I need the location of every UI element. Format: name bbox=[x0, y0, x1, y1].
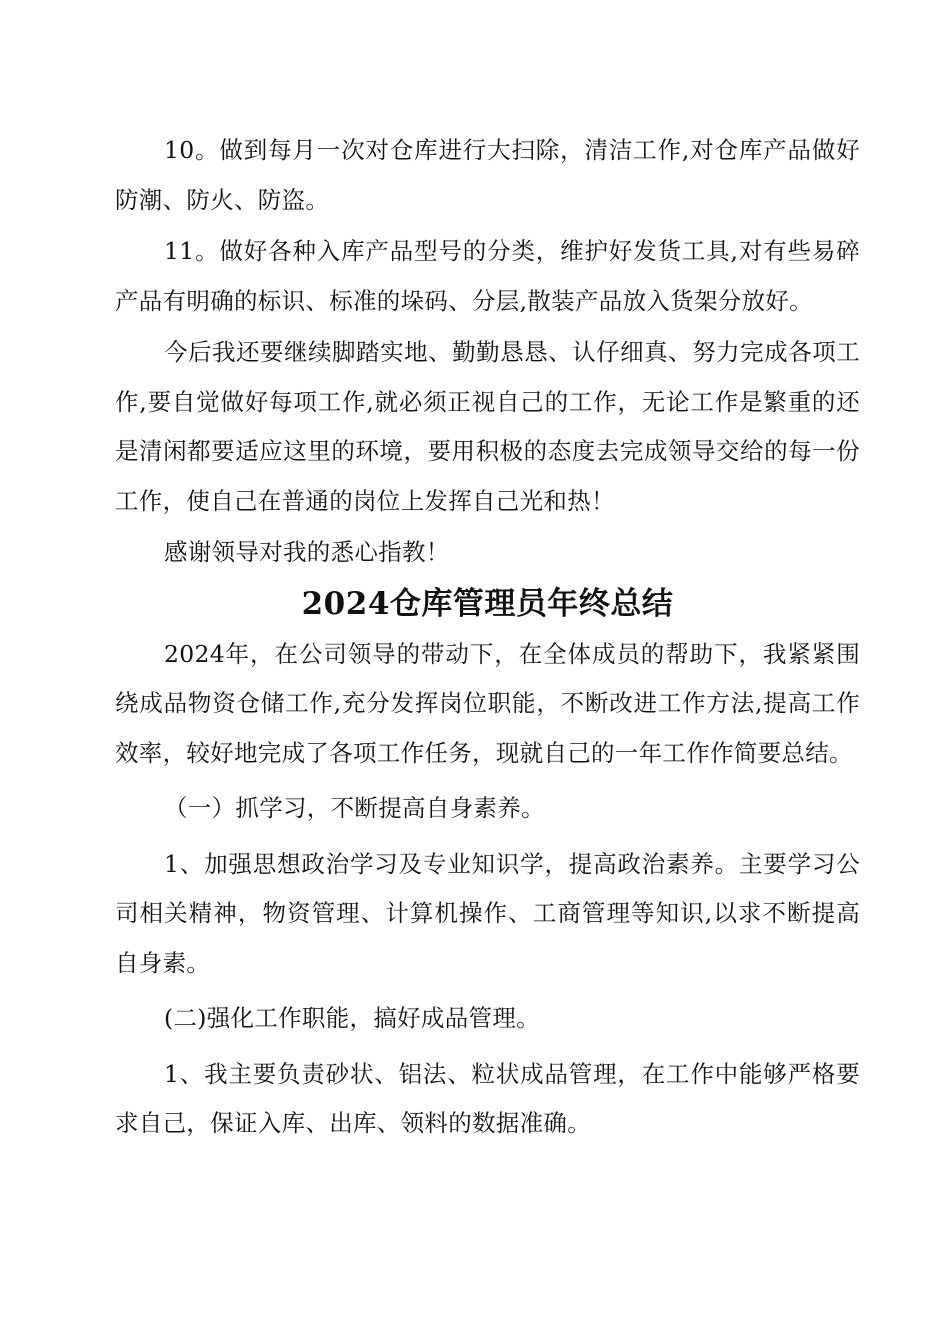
paragraph-intro: 2024年，在公司领导的带动下，在全体成员的帮助下，我紧紧围绕成品物资仓储工作,充分发挥岗位职能，不断改进工作方法,提高工作效率，较好地完成了各项工作任务，现就自己的一年工作作简要总结。 bbox=[115, 639, 860, 767]
paragraph-management-1: 1、我主要负责砂状、铝法、粒状成品管理，在工作中能够严格要求自己，保证入库、出库、领料的数据准确。 bbox=[115, 1059, 860, 1137]
document-body bbox=[115, 126, 860, 1149]
document-title: 2024仓库管理员年终总结 bbox=[301, 585, 674, 622]
paragraph-thanks: 感谢领导对我的悉心指教！ bbox=[164, 538, 450, 566]
paragraph-item-11: 11。做好各种入库产品型号的分类，维护好发货工具,对有些易碎产品有明确的标识、标准的垛码、分层,散装产品放入货架分放好。 bbox=[115, 237, 860, 315]
paragraph-study-1: 1、加强思想政治学习及专业知识学，提高政治素养。主要学习公司相关精神，物资管理、计算机操作、工商管理等知识,以求不断提高自身素。 bbox=[115, 849, 860, 977]
section-heading-management: (二)强化工作职能，搞好成品管理。 bbox=[164, 1004, 540, 1032]
paragraph-future-plans: 今后我还要继续脚踏实地、勤勤恳恳、认仔细真、努力完成各项工作,要自觉做好每项工作,就必须正视自己的工作，无论工作是繁重的还是清闲都要适应这里的环境，要用积极的态度去完成领导交给的每一份工作，使自己在普通的岗位上发挥自己光和热！ bbox=[115, 338, 860, 515]
paragraph-item-10: 10。做到每月一次对仓库进行大扫除，清洁工作,对仓库产品做好防潮、防火、防盗。 bbox=[115, 136, 860, 214]
section-heading-study: （一）抓学习，不断提高自身素养。 bbox=[164, 794, 545, 822]
